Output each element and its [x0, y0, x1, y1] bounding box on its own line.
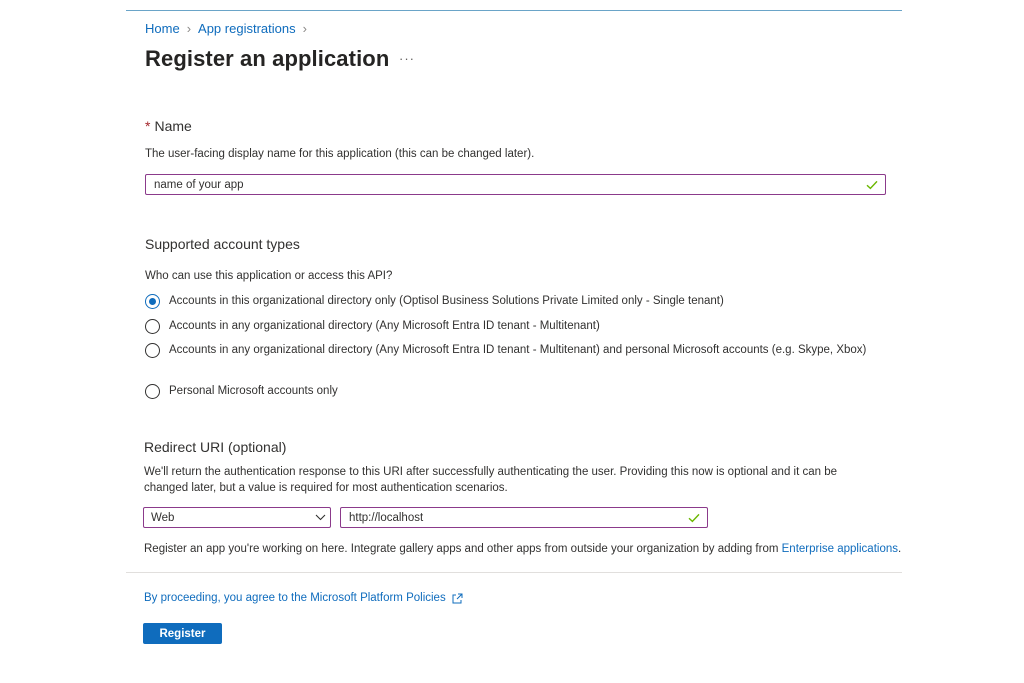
name-label — [145, 118, 192, 134]
chevron-right-icon: › — [302, 21, 307, 36]
external-link-icon — [452, 593, 463, 604]
account-type-option-label: Accounts in any organizational directory (Any Microsoft Entra ID tenant - Multitenant) and personal Microsoft accounts (e.g. Skype, Xbox) — [169, 344, 867, 356]
register-button[interactable]: Register — [143, 623, 222, 644]
account-type-option-personal[interactable] — [145, 383, 865, 399]
radio-unselected-icon[interactable] — [145, 319, 160, 334]
breadcrumb — [145, 21, 314, 36]
radio-selected-icon[interactable] — [145, 294, 160, 309]
name-input[interactable] — [145, 174, 886, 195]
account-type-option-multitenant-personal[interactable] — [145, 342, 880, 358]
platform-policies-link[interactable] — [144, 592, 463, 604]
register-note-end: . — [897, 543, 902, 555]
name-label-text: Name — [154, 118, 192, 134]
account-type-option-multitenant[interactable] — [145, 318, 865, 334]
top-divider — [126, 10, 902, 11]
enterprise-applications-link[interactable]: Enterprise applications — [781, 543, 898, 555]
checkmark-icon — [685, 513, 703, 523]
radio-unselected-icon[interactable] — [145, 343, 160, 358]
redirect-uri-input[interactable] — [340, 507, 708, 528]
platform-select-value: Web — [151, 511, 175, 524]
account-type-option-label: Accounts in this organizational directory only (Optisol Business Solutions Private Limited only - Single tenant) — [169, 295, 724, 307]
register-note-text: Register an app you're working on here. Integrate gallery apps and other apps from outside your organization by adding from — [144, 543, 779, 555]
name-input-value: name of your app — [154, 178, 244, 191]
platform-select[interactable] — [143, 507, 331, 528]
account-type-option-single-tenant[interactable] — [145, 293, 865, 309]
chevron-down-icon — [310, 514, 330, 521]
more-options-icon[interactable]: ··· — [399, 51, 415, 66]
name-description: The user-facing display name for this application (this can be changed later). — [145, 148, 535, 160]
redirect-uri-heading: Redirect URI (optional) — [144, 439, 287, 455]
chevron-right-icon: › — [186, 21, 192, 36]
platform-policies-text: By proceeding, you agree to the Microsoft Platform Policies — [144, 592, 446, 604]
radio-unselected-icon[interactable] — [145, 384, 160, 399]
page-title: Register an application — [145, 46, 390, 71]
redirect-uri-description: We'll return the authentication response to this URI after successfully authenticating the user. Providing this now is optional and it can be changed later, but a value is required for most authentication scenarios. — [144, 466, 838, 494]
account-types-question: Who can use this application or access this API? — [145, 270, 393, 282]
account-type-option-label: Personal Microsoft accounts only — [169, 385, 338, 397]
breadcrumb-home-link[interactable]: Home — [145, 21, 180, 36]
account-types-heading: Supported account types — [145, 236, 300, 252]
footer-divider — [126, 572, 902, 573]
register-note — [144, 541, 904, 557]
account-type-option-label: Accounts in any organizational directory (Any Microsoft Entra ID tenant - Multitenant) — [169, 320, 600, 332]
required-marker: * — [145, 118, 151, 134]
redirect-uri-value: http://localhost — [349, 511, 424, 524]
checkmark-icon — [863, 180, 881, 190]
breadcrumb-app-registrations-link[interactable]: App registrations — [198, 21, 296, 36]
